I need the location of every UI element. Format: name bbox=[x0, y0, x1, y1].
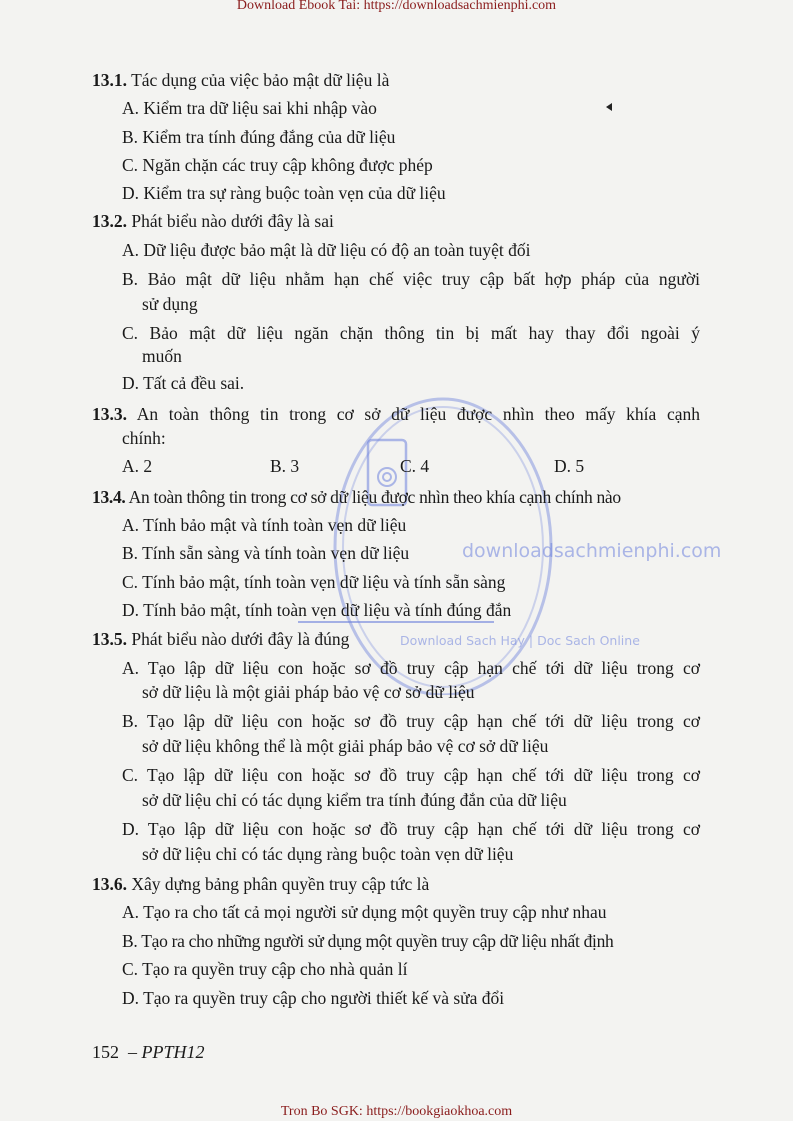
option: B. Tạo ra cho những người sử dụng một quyền truy cập dữ liệu nhất định bbox=[122, 931, 614, 951]
option: D. Tạo ra quyền truy cập cho người thiết kế và sửa đổi bbox=[122, 988, 505, 1008]
footer-sgk-link[interactable]: Tron Bo SGK: https://bookgiaokhoa.com bbox=[280, 1104, 513, 1119]
option: A. Tạo lập dữ liệu con hoặc sơ đồ truy cập hạn chế tới dữ liệu trong cơ bbox=[122, 658, 700, 678]
option-continued: sở dữ liệu không thể là một giải pháp bảo vệ cơ sở dữ liệu bbox=[142, 736, 549, 756]
option: A. Tạo ra cho tất cả mọi người sử dụng một quyền truy cập như nhau bbox=[122, 902, 607, 922]
question-13-4: 13.4. An toàn thông tin trong cơ sở dữ liệu được nhìn theo khía cạnh chính nào bbox=[92, 487, 621, 507]
book-code: – PPTH12 bbox=[128, 1042, 205, 1062]
option-continued: sở dữ liệu chỉ có tác dụng ràng buộc toàn vẹn dữ liệu bbox=[142, 844, 514, 864]
option: A. Tính bảo mật và tính toàn vẹn dữ liệu bbox=[122, 515, 407, 535]
question-13-1: 13.1. Tác dụng của việc bảo mật dữ liệu là bbox=[92, 70, 390, 90]
option: A. Dữ liệu được bảo mật là dữ liệu có độ an toàn tuyệt đối bbox=[122, 240, 531, 260]
option: C. Tạo ra quyền truy cập cho nhà quản lí bbox=[122, 959, 408, 979]
page-number: 152 bbox=[92, 1042, 119, 1062]
option: B. 3 bbox=[270, 456, 300, 476]
question-13-3: 13.3. An toàn thông tin trong cơ sở dữ liệu được nhìn theo mấy khía cạnh bbox=[92, 404, 700, 424]
option: A. 2 bbox=[122, 456, 153, 476]
option: B. Tính sẵn sàng và tính toàn vẹn dữ liệu bbox=[122, 543, 410, 563]
question-13-6: 13.6. Xây dựng bảng phân quyền truy cập tức là bbox=[92, 874, 430, 894]
option: D. Tạo lập dữ liệu con hoặc sơ đồ truy cập hạn chế tới dữ liệu trong cơ bbox=[122, 819, 700, 839]
header-download-link[interactable]: Download Ebook Tai: https://downloadsachmienphi.com bbox=[236, 0, 557, 13]
option: C. 4 bbox=[400, 456, 430, 476]
option-continued: sở dữ liệu là một giải pháp bảo vệ cơ sở dữ liệu bbox=[142, 682, 475, 702]
option: B. Bảo mật dữ liệu nhằm hạn chế việc truy cập bất hợp pháp của người bbox=[122, 269, 700, 289]
option: B. Tạo lập dữ liệu con hoặc sơ đồ truy cập hạn chế tới dữ liệu trong cơ bbox=[122, 711, 700, 731]
option: C. Tạo lập dữ liệu con hoặc sơ đồ truy cập hạn chế tới dữ liệu trong cơ bbox=[122, 765, 700, 785]
option: C. Tính bảo mật, tính toàn vẹn dữ liệu và tính sẵn sàng bbox=[122, 572, 506, 592]
option: A. Kiểm tra dữ liệu sai khi nhập vào bbox=[122, 98, 377, 118]
option: C. Bảo mật dữ liệu ngăn chặn thông tin bị mất hay thay đổi ngoài ý bbox=[122, 323, 700, 343]
option-continued: sở dữ liệu chỉ có tác dụng kiểm tra tính đúng đắn của dữ liệu bbox=[142, 790, 567, 810]
option: D. Tất cả đều sai. bbox=[122, 373, 245, 393]
option: D. 5 bbox=[554, 456, 585, 476]
question-continued: chính: bbox=[122, 428, 166, 448]
question-13-2: 13.2. Phát biểu nào dưới đây là sai bbox=[92, 211, 334, 231]
page-footer bbox=[92, 1042, 205, 1063]
option-continued: sử dụng bbox=[142, 294, 198, 314]
option: D. Tính bảo mật, tính toàn vẹn dữ liệu và tính đúng đắn bbox=[122, 600, 512, 620]
option: B. Kiểm tra tính đúng đắng của dữ liệu bbox=[122, 127, 396, 147]
question-13-5: 13.5. Phát biểu nào dưới đây là đúng bbox=[92, 629, 350, 649]
watermark-site: downloadsachmienphi.com bbox=[462, 540, 722, 562]
option: D. Kiểm tra sự ràng buộc toàn vẹn của dữ liệu bbox=[122, 183, 446, 203]
watermark-tagline: Download Sach Hay | Doc Sach Online bbox=[400, 633, 640, 648]
watermark-underline bbox=[298, 621, 494, 623]
scan-mark-icon bbox=[606, 103, 612, 111]
option: C. Ngăn chặn các truy cập không được phép bbox=[122, 155, 433, 175]
option-continued: muốn bbox=[142, 346, 182, 366]
